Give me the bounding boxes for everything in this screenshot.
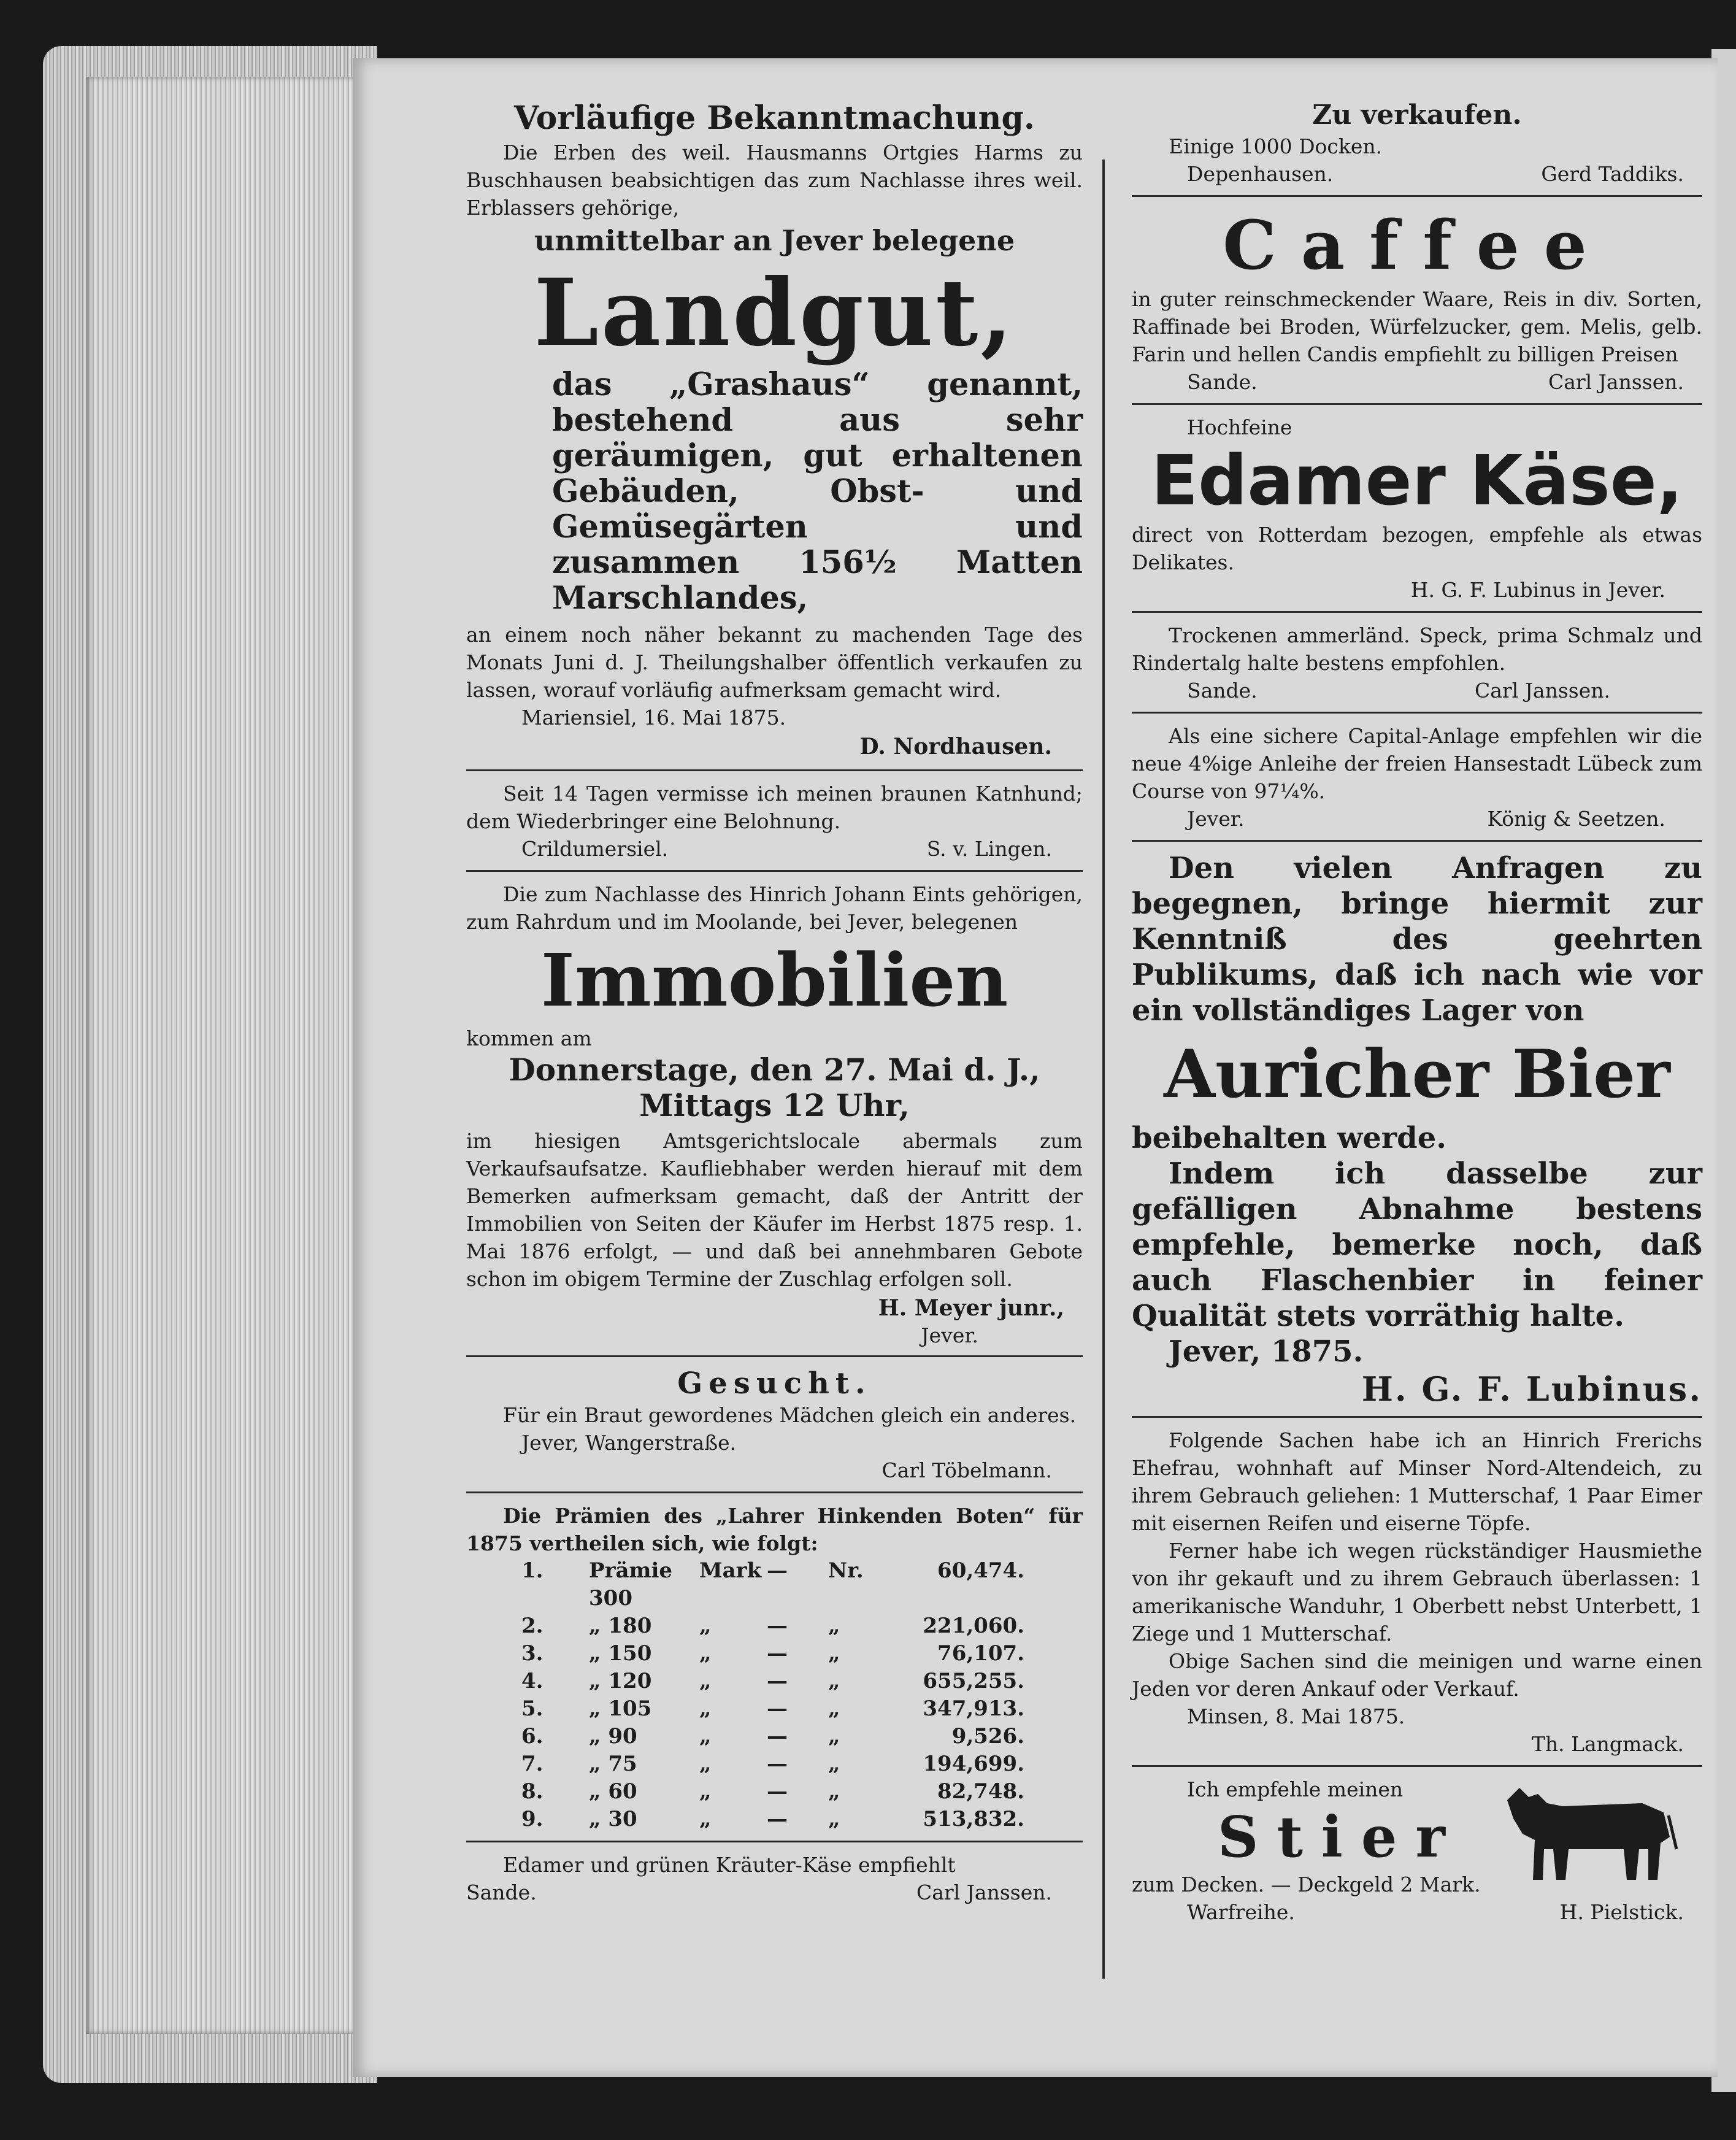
separator [1132,403,1702,405]
ad-subtitle: unmittelbar an Jever belegene [534,224,1015,257]
ad-headline-immobilien: Immobilien [540,937,1008,1023]
prize-cell-n: 9. [521,1807,543,1831]
ad-edamer [1132,414,1702,604]
prize-cell-n: 2. [521,1614,543,1638]
column-divider [1102,160,1105,1979]
ad-footer [1132,1730,1702,1758]
ad-place: Warfreihe. [1187,1900,1295,1924]
prize-cell-d: — [767,1724,788,1749]
prize-cell-p: „ 120 [589,1669,652,1693]
prize-cell-n: 3. [521,1641,543,1666]
prize-cell-p: „ 30 [589,1807,637,1831]
ad-intro: Die Erben des weil. Hausmanns Ortgies Harms zu Buschhausen beabsichtigen das zum Nachlasse ihres weil. Erblassers gehörige, [466,140,1083,220]
ad-text: Seit 14 Tagen vermisse ich meinen braunen Katnhund; dem Wiederbringer eine Belohnung. [466,782,1083,833]
ad-headline-caffee: Caffee [1223,206,1611,285]
ad-pre: Hochfeine [1187,415,1292,439]
ad-place: Sande. [1187,679,1258,702]
prize-row [466,1612,1083,1640]
ad-lost-dog [466,780,1083,863]
prize-cell-nr: „ [828,1696,840,1721]
prize-cell-v: 194,699. [923,1752,1024,1776]
ad-place: Depenhausen. [1187,162,1334,186]
separator [466,1841,1083,1842]
prize-cell-d: — [767,1696,788,1721]
prize-cell-u: „ [699,1724,712,1749]
prize-cell-v: 655,255. [923,1669,1024,1693]
ad-title: Gesucht. [677,1366,872,1401]
ad-caffee [1132,206,1702,396]
prize-cell-u: Mark [699,1558,762,1583]
ad-stier [1132,1776,1702,1926]
ad-place: Sande. [1187,370,1258,394]
prize-cell-p: „ 180 [589,1614,652,1638]
separator [466,1355,1083,1357]
ad-paragraph-1: Folgende Sachen habe ich an Hinrich Frerichs Ehefrau, wohnhaft auf Minser Nord-Altendeich, zu ihrem Gebrauch geliehen: 1 Mutterschaf, 1 Paar Eimer mit eisernen Reifen und eiserne Töpfe. [1132,1428,1702,1535]
ad-text: Einige 1000 Docken. [1169,134,1383,158]
prize-cell-d: — [767,1558,788,1583]
prize-cell-p: „ 90 [589,1724,637,1749]
ad-gesucht [466,1366,1083,1484]
prize-cell-nr: Nr. [828,1558,864,1583]
prize-cell-n: 6. [521,1724,543,1749]
prize-cell-n: 1. [521,1558,543,1583]
prize-row [466,1668,1083,1695]
ad-speck [1132,622,1702,704]
separator [466,870,1083,872]
separator [1132,1416,1702,1418]
prize-row [466,1778,1083,1806]
ad-intro: Die zum Nachlasse des Hinrich Johann Eints gehörigen, zum Rahrdum und im Moolande, bei Jever, belegenen [466,882,1083,934]
prize-row [466,1806,1083,1833]
separator [1132,1765,1702,1767]
ad-place: Crildumersiel. [521,837,669,861]
ad-footer [466,1457,1083,1484]
ad-intro: Die Prämien des „Lahrer Hinkenden Boten“ für 1875 vertheilen sich, wie folgt: [466,1504,1083,1555]
ad-place: Jever. [1187,807,1245,831]
prize-cell-p: Prämie 300 [589,1558,673,1611]
prize-cell-d: — [767,1614,788,1638]
prize-cell-d: — [767,1669,788,1693]
ad-signature: D. Nordhausen. [859,734,1052,760]
ad-title: Zu verkaufen. [1312,99,1522,131]
prize-cell-v: 82,748. [937,1779,1024,1804]
prize-row [466,1723,1083,1750]
ad-text: direct von Rotterdam bezogen, empfehle als etwas Delikates. [1132,523,1702,574]
prize-cell-d: — [767,1807,788,1831]
ad-after: beibehalten werde. [1132,1121,1446,1155]
left-column [466,98,1083,1914]
prize-cell-v: 513,832. [923,1807,1024,1831]
prize-row [466,1557,1083,1612]
ad-signature: Carl Töbelmann. [881,1458,1052,1482]
ad-immobilien [466,880,1083,1348]
ad-intro: Ich empfehle meinen [1187,1777,1404,1801]
ad-paragraph-3: Obige Sachen sind die meinigen und warne einen Jeden vor deren Ankauf oder Verkauf. [1132,1649,1702,1701]
ad-footer [1132,160,1702,188]
prize-list [466,1557,1083,1833]
ad-come: kommen am [466,1026,592,1050]
ad-signature: Carl Janssen. [1474,679,1610,702]
prize-cell-nr: „ [828,1807,840,1831]
prize-cell-n: 8. [521,1779,543,1804]
prize-row [466,1750,1083,1778]
prize-cell-nr: „ [828,1641,840,1666]
prize-cell-d: — [767,1752,788,1776]
ox-icon [1495,1776,1679,1886]
ad-text: zum Decken. — Deckgeld 2 Mark. [1132,1872,1481,1896]
ad-body: an einem noch näher bekannt zu machenden Tage des Monats Juni d. J. Theilungshalber öffentlich verkaufen zu lassen, worauf vorläufig aufmerksam gemacht wird. [466,623,1083,702]
ad-paragraph-2: Ferner habe ich wegen rückständiger Hausmiethe von ihr gekauft und zu ihrem Gebrauch überlassen: 1 amerikanische Wanduhr, 1 Oberbett nebst Unterbett, 1 Ziege und 1 Mutterschaf. [1132,1539,1702,1645]
prize-cell-p: „ 60 [589,1779,637,1804]
ad-footer [1132,576,1702,604]
ad-signature: H. G. F. Lubinus in Jever. [1410,578,1665,602]
prize-cell-p: „ 150 [589,1641,652,1666]
prize-cell-n: 5. [521,1696,543,1721]
ad-body: im hiesigen Amtsgerichtslocale abermals zum Verkaufsaufsatze. Kaufliebhaber werden hierauf mit dem Bemerken aufmerksam gemacht, daß der Antritt der Immobilien von Seiten der Käufer im Herbst 1875 resp. 1. Mai 1876 erfolgt, — und daß bei annehmbaren Gebote schon im obigem Termine der Zuschlag erfolgen soll. [466,1129,1083,1291]
prize-cell-v: 9,526. [951,1724,1024,1749]
ad-footer [466,1879,1083,1906]
ad-signature: H. G. F. Lubinus. [1361,1369,1702,1409]
book-stack [86,77,356,2034]
separator [466,1491,1083,1493]
ad-place: Sande. [466,1880,537,1904]
separator [1132,195,1702,197]
ad-text: Trockenen ammerländ. Speck, prima Schmalz und Rindertalg halte bestens empfohlen. [1132,623,1702,675]
prize-row [466,1695,1083,1723]
ad-body: Indem ich dasselbe zur gefälligen Abnahme bestens empfehle, bemerke noch, daß auch Flaschenbier in feiner Qualität stets vorräthig halte. [1132,1157,1702,1333]
ad-place-date: Jever, 1875. [1169,1334,1364,1369]
ad-signature: Carl Janssen. [916,1880,1052,1904]
ad-kaese [466,1851,1083,1906]
ad-signature-place: Jever. [921,1323,978,1347]
ad-auricher-bier [1132,850,1702,1409]
ad-lead: Den vielen Anfragen zu begegnen, bringe hiermit zur Kenntniß des geehrten Publikums, daß ich nach wie vor ein vollständiges Lager von [1132,851,1702,1028]
separator [1132,712,1702,714]
prize-cell-p: „ 75 [589,1752,637,1776]
prize-cell-u: „ [699,1779,712,1804]
ad-landgut [466,98,1083,762]
ad-date-line: Donnerstage, den 27. Mai d. J., [509,1052,1040,1088]
separator [1132,611,1702,613]
ad-frerichs [1132,1426,1702,1758]
prize-cell-u: „ [699,1807,712,1831]
ad-signature: S. v. Lingen. [926,837,1052,861]
prize-cell-u: „ [699,1752,712,1776]
prize-cell-v: 60,474. [937,1558,1024,1583]
separator [1132,840,1702,842]
prize-cell-v: 347,913. [923,1696,1024,1721]
prize-cell-p: „ 105 [589,1696,652,1721]
ad-footer [1132,1898,1702,1926]
prize-cell-u: „ [699,1669,712,1693]
ad-signature: H. Pielstick. [1559,1900,1684,1924]
ad-anleihe [1132,722,1702,833]
ad-signature: Gerd Taddiks. [1541,162,1684,186]
ad-place: Jever, Wangerstraße. [521,1431,737,1455]
prize-cell-d: — [767,1779,788,1804]
ad-place-date: Minsen, 8. Mai 1875. [1187,1704,1405,1728]
ad-signature: König & Seetzen. [1487,807,1665,831]
prize-cell-nr: „ [828,1779,840,1804]
ad-signature: Th. Langmack. [1531,1732,1684,1756]
prize-cell-u: „ [699,1641,712,1666]
ad-time-line: Mittags 12 Uhr, [639,1087,910,1123]
ad-footer [466,835,1083,863]
prize-cell-d: — [767,1641,788,1666]
prize-cell-n: 7. [521,1752,543,1776]
ad-signature: Carl Janssen. [1548,370,1684,394]
ad-place-date: Mariensiel, 16. Mai 1875. [521,706,786,729]
prize-cell-v: 76,107. [937,1641,1024,1666]
ad-footer [1132,805,1702,833]
prize-cell-nr: „ [828,1752,840,1776]
ad-headline-stier: Stier [1218,1804,1464,1870]
ad-title: Vorläufige Bekanntmachung. [514,99,1035,137]
ad-text: Edamer und grünen Kräuter-Käse empfiehlt [503,1853,956,1877]
ad-headline-landgut: Landgut, [534,259,1015,367]
prize-cell-nr: „ [828,1614,840,1638]
ad-signature: H. Meyer junr., [878,1295,1064,1321]
ad-headline-edamer: Edamer Käse, [1151,441,1683,521]
separator [466,769,1083,771]
right-column [1132,98,1702,1933]
prize-cell-nr: „ [828,1669,840,1693]
prize-row [466,1640,1083,1668]
prize-cell-n: 4. [521,1669,543,1693]
ad-footer [1132,677,1702,704]
ad-text: Als eine sichere Capital-Anlage empfehlen wir die neue 4%ige Anleihe der freien Hansestadt Lübeck zum Course von 97¼%. [1132,724,1702,803]
ad-praemien [466,1502,1083,1833]
ad-text: Für ein Braut gewordenes Mädchen gleich ein anderes. [503,1403,1077,1427]
ad-footer [1132,368,1702,396]
ad-zu-verkaufen [1132,98,1702,188]
prize-cell-v: 221,060. [923,1614,1024,1638]
ad-headline-bier: Auricher Bier [1164,1036,1670,1113]
prize-cell-u: „ [699,1696,712,1721]
prize-cell-u: „ [699,1614,712,1638]
ad-text: in guter reinschmeckender Waare, Reis in div. Sorten, Raffinade bei Broden, Würfelzucker, gem. Melis, gelb. Farin und hellen Candis empfiehlt zu billigen Preisen [1132,287,1702,366]
ad-description: das „Grashaus“ genannt, bestehend aus sehr geräumigen, gut erhaltenen Gebäuden, Obst- und Gemüsegärten und zusammen 156½ Matten Marschlandes, [552,366,1083,617]
prize-cell-nr: „ [828,1724,840,1749]
